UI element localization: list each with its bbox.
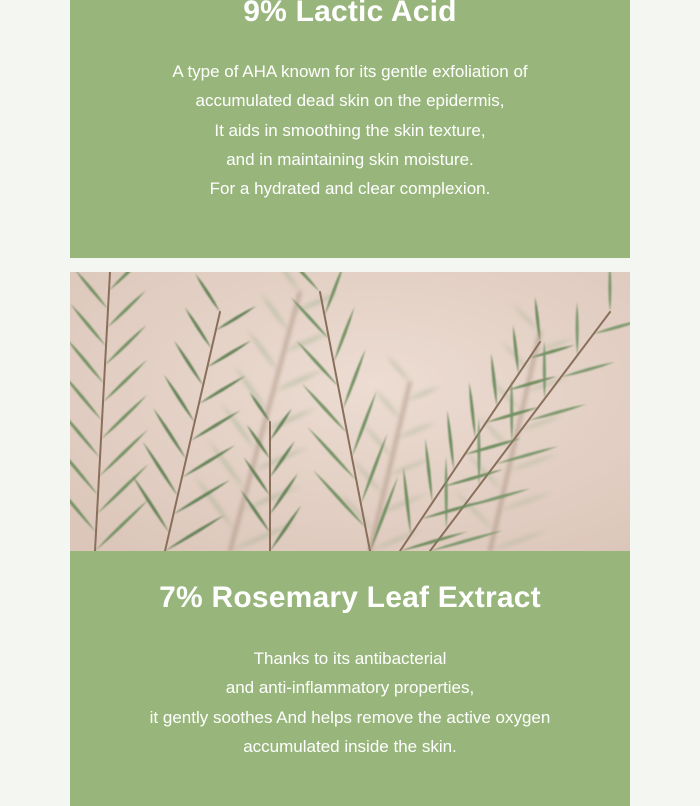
description-line: it gently soothes And helps remove the active oxygen <box>149 707 551 727</box>
lactic-acid-panel <box>70 0 630 258</box>
content-column <box>70 0 630 806</box>
description-line: accumulated dead skin on the epidermis, <box>195 91 505 111</box>
description-line: A type of AHA known for its gentle exfoliation of <box>172 62 528 81</box>
description-line: and anti-inflammatory properties, <box>225 678 475 698</box>
description-line: It aids in smoothing the skin texture, <box>214 120 486 140</box>
rosemary-description <box>70 644 630 761</box>
rosemary-photo <box>70 272 630 551</box>
description-line: For a hydrated and clear complexion. <box>209 179 491 199</box>
description-line: and in maintaining skin moisture. <box>226 149 474 169</box>
rosemary-panel <box>70 551 630 806</box>
description-line: accumulated inside the skin. <box>243 736 457 756</box>
lactic-acid-description <box>70 57 630 203</box>
description-line: Thanks to its antibacterial <box>253 649 447 668</box>
rosemary-illustration <box>70 272 630 551</box>
lactic-acid-title: 9% Lactic Acid <box>243 0 457 28</box>
rosemary-title: 7% Rosemary Leaf Extract <box>159 581 541 614</box>
